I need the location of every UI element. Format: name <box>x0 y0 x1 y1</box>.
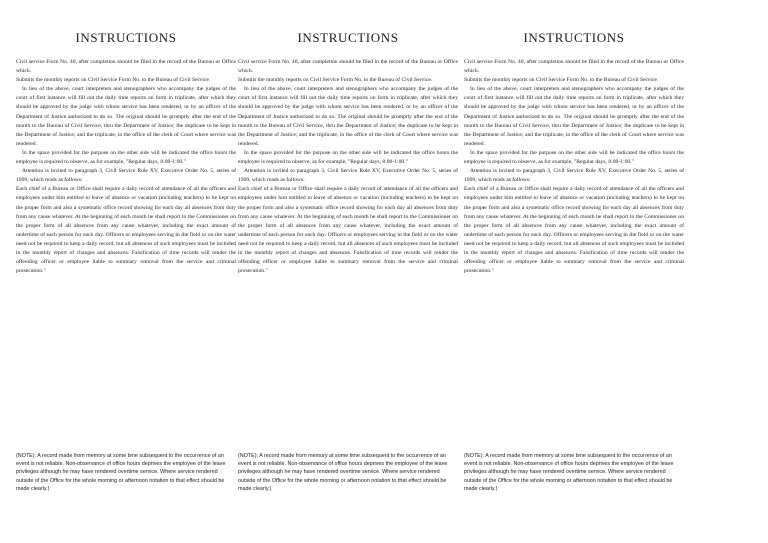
paragraph-attention: Attention is invited to paragraph 3, Civil Service Rule XV, Executive Order No. 5, series of 1909, which reads as follows: <box>238 168 458 184</box>
paragraph-court-interpreters: In lieu of the above, court interpreters and stenographers who accompany the judges of the court of first instance will fill out the daily time reports on form in triplicate, after which they should be approved by the judge with whom service has been rendered, or by an officer of the Department of Justice authorized to do so. The original should be promptly after the end of the month to the Bureau of Civil Service, thru the Department of Justice; the duplicate to be kept in the Department of Justice; and the triplicate, in the office of the clerk of Court where service was rendered. <box>16 86 236 147</box>
paragraph-monthly-reports: Submits the monthly reports on Civil Service Form No. to the Bureau of Civil Service. <box>464 77 659 84</box>
paragraph-court-interpreters: In lieu of the above, court interpreters and stenographers who accompany the judges of the court of first instance will fill out the daily time reports on form in triplicate, after which they should be approved by the judge with whom service has been rendered, or by an officer of the Department of Justice authorized to do so. The original should be promptly after the end of the month to the Bureau of Civil Service, thru the Department of Justice; the duplicate to be kept in the Department of Justice; and the triplicate, in the office of the clerk of Court where service was rendered. <box>464 86 684 147</box>
paragraph-rule-quote: Each chief of a Bureau or Office shall require a daily record of attendance of all the officers and employees under him entitled to leave of absence or vacation (including teachers) to be kept on the proper form and also a systematic office record showing for each day all absences from duty from any cause whatever. At the beginning of each month he shall report to the Commissioner on the proper form of all absences from any cause whatever, including the exact amount of undertime of each person for each day. Officers or employees serving in the field or on the water need not be required to keep a daily record, but all absences of such employees must be included in the monthly report of changes and absences. Falsification of time records will render the offending officer or employee liable to summary removal from the service and criminal prosecution." <box>464 186 684 275</box>
instructions-body <box>16 58 236 276</box>
instructions-heading: INSTRUCTIONS <box>75 30 177 45</box>
note-text: (NOTE): A record made from memory at some time subsequent to the occurrence of an event is not reliable. Non-observance of office hours deprives the employee of the leave privileges although he may have rendered overtime service. Where service rendered outside of the Office for the whole morning or afternoon notation to that effect should be made clearly.) <box>238 453 448 492</box>
paragraph-office-hours: In the space provided for the purpose on the other side will be indicated the office hours the employee is required to observe, as for example, "Regular days, 8:00-1:00." <box>16 149 236 166</box>
instructions-heading: INSTRUCTIONS <box>297 30 399 45</box>
note-text: (NOTE): A record made from memory at some time subsequent to the occurrence of an event is not reliable. Non-observance of office hours deprives the employee of the leave privileges although he may have rendered overtime service. Where service rendered outside of the Office for the whole morning or afternoon notation to that effect should be made clearly.) <box>16 453 226 492</box>
instructions-body <box>464 58 684 276</box>
paragraph-court-interpreters: In lieu of the above, court interpreters and stenographers who accompany the judges of the court of first instance will fill out the daily time reports on form in triplicate, after which they should be approved by the judge with whom service has been rendered, or by an officer of the Department of Justice authorized to do so. The original should be promptly after the end of the month to the Bureau of Civil Service, thru the Department of Justice; the duplicate to be kept in the Department of Justice; and the triplicate, in the office of the clerk of Court where service was rendered. <box>238 86 458 147</box>
paragraph-monthly-reports: Submits the monthly reports on Civil Service Form No. to the Bureau of Civil Service. <box>238 77 433 84</box>
paragraph-rule-quote: Each chief of a Bureau or Office shall require a daily record of attendance of all the officers and employees under him entitled to leave of absence or vacation (including teachers) to be kept on the proper form and also a systematic office record showing for each day all absences from duty from any cause whatever. At the beginning of each month he shall report to the Commissioner on the proper form of all absences from any cause whatever, including the exact amount of undertime of each person for each day. Officers or employees serving in the field or on the water need not be required to keep a daily record, but all absences of such employees must be included in the monthly report of changes and absences. Falsification of time records will render the offending officer or employee liable to summary removal from the service and criminal prosecution." <box>238 186 458 275</box>
paragraph-attention: Attention is invited to paragraph 3, Civil Service Rule XV, Executive Order No. 5, series of 1909, which reads as follows: <box>16 168 236 184</box>
paragraph-filing: Civil service Form No. 40, after completion should be filed in the record of the Bureau or Office which. <box>16 59 236 75</box>
paragraph-office-hours: In the space provided for the purpose on the other side will be indicated the office hours the employee is required to observe, as for example, "Regular days, 8:00-1:00." <box>464 149 684 166</box>
paragraph-rule-quote: Each chief of a Bureau or Office shall require a daily record of attendance of all the officers and employees under him entitled to leave of absence or vacation (including teachers) to be kept on the proper form and also a systematic office record showing for each day all absences from duty from any cause whatever. At the beginning of each month he shall report to the Commissioner on the proper form of all absences from any cause whatever, including the exact amount of undertime of each person for each day. Officers or employees serving in the field or on the water need not be required to keep a daily record, but all absences of such employees must be included in the monthly report of changes and absences. Falsification of time records will render the offending officer or employee liable to summary removal from the service and criminal prosecution." <box>16 186 236 275</box>
paragraph-monthly-reports: Submits the monthly reports on Civil Service Form No. to the Bureau of Civil Service. <box>16 77 211 84</box>
instructions-column-2 <box>238 30 458 276</box>
paragraph-filing: Civil service Form No. 40, after completion should be filed in the record of the Bureau or Office which. <box>464 59 684 75</box>
note-text: (NOTE): A record made from memory at some time subsequent to the occurrence of an event is not reliable. Non-observance of office hours deprives the employee of the leave privileges although he may have rendered overtime service. Where service rendered outside of the Office for the whole morning or afternoon notation to that effect should be made clearly.) <box>464 453 674 492</box>
paragraph-attention: Attention is invited to paragraph 3, Civil Service Rule XV, Executive Order No. 5, series of 1909, which reads as follows: <box>464 168 684 184</box>
paragraph-office-hours: In the space provided for the purpose on the other side will be indicated the office hours the employee is required to observe, as for example, "Regular days, 8:00-1:00." <box>238 149 458 166</box>
instructions-column-1 <box>16 30 236 276</box>
instructions-heading: INSTRUCTIONS <box>523 30 625 45</box>
instructions-column-3 <box>464 30 684 276</box>
instructions-body <box>238 58 458 276</box>
paragraph-filing: Civil service Form No. 40, after completion should be filed in the record of the Bureau or Office which. <box>238 59 458 75</box>
